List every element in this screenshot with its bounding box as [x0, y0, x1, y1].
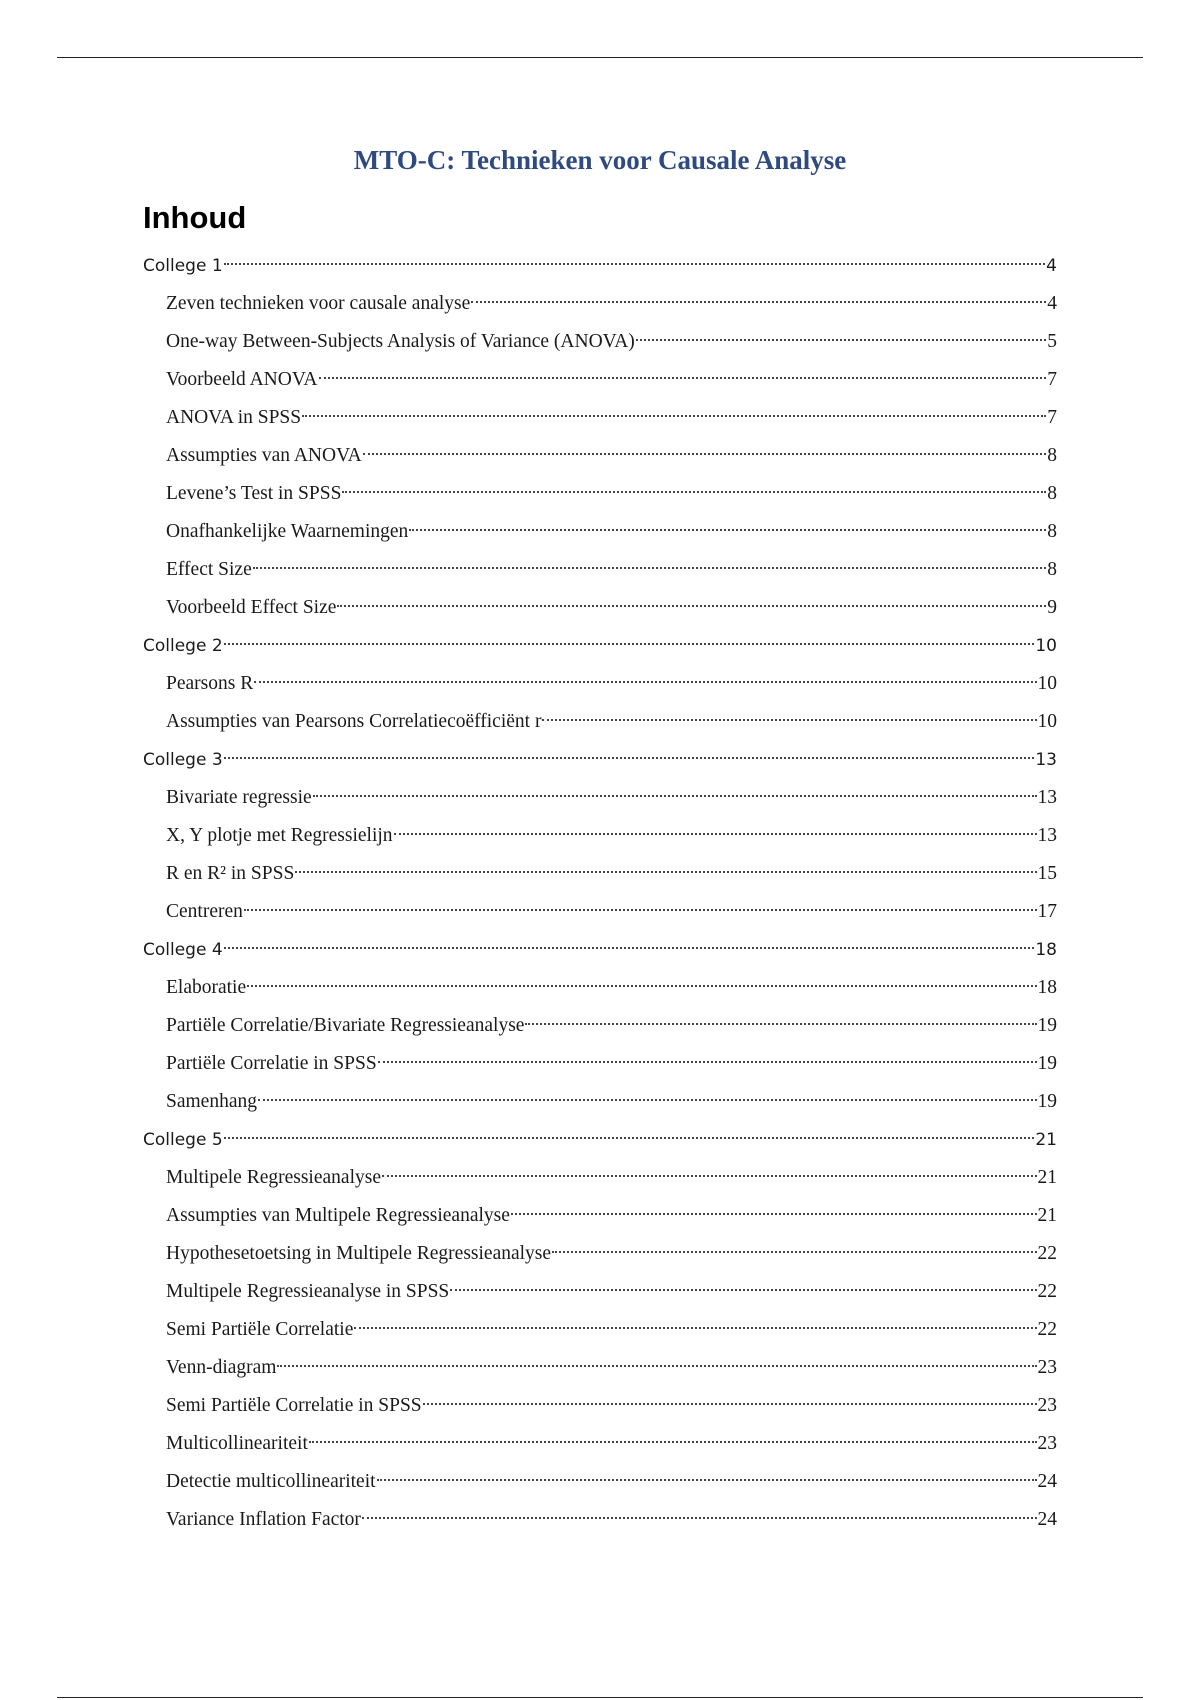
toc-entry-page-number: 21 — [1035, 1130, 1057, 1150]
toc-dot-leader — [636, 339, 1046, 341]
toc-dot-leader — [471, 301, 1046, 303]
toc-entry-label: Onafhankelijke Waarnemingen — [166, 521, 409, 542]
toc-entry-section[interactable] — [143, 1390, 1057, 1428]
toc-entry-section[interactable] — [143, 1276, 1057, 1314]
toc-entry-label: Multipele Regressieanalyse in SPSS — [166, 1281, 450, 1302]
toc-entry-section[interactable] — [143, 1428, 1057, 1466]
toc-dot-leader — [319, 377, 1047, 379]
toc-dot-leader — [362, 1517, 1037, 1519]
toc-dot-leader — [363, 453, 1047, 455]
toc-dot-leader — [302, 415, 1046, 417]
toc-entry-section[interactable] — [143, 1314, 1057, 1352]
toc-dot-leader — [309, 1441, 1037, 1443]
toc-entry-page-number: 10 — [1037, 673, 1057, 694]
toc-entry-section[interactable] — [143, 1200, 1057, 1238]
toc-entry-label: College 5 — [143, 1130, 223, 1150]
toc-dot-leader — [224, 757, 1035, 759]
toc-entry-page-number: 23 — [1037, 1395, 1057, 1416]
toc-entry-section[interactable] — [143, 1010, 1057, 1048]
table-of-contents — [143, 250, 1057, 1542]
toc-entry-label: Assumpties van ANOVA — [166, 445, 362, 466]
toc-entry-label: Zeven technieken voor causale analyse — [166, 293, 471, 314]
toc-dot-leader — [244, 909, 1037, 911]
document-title: MTO-C: Technieken voor Causale Analyse — [353, 145, 847, 175]
toc-entry-section[interactable] — [143, 972, 1057, 1010]
toc-dot-leader — [409, 529, 1046, 531]
toc-entry-page-number: 21 — [1037, 1205, 1057, 1226]
toc-dot-leader — [277, 1365, 1036, 1367]
toc-entry-chapter[interactable] — [143, 934, 1057, 972]
toc-entry-page-number: 5 — [1047, 331, 1057, 352]
toc-entry-label: One-way Between-Subjects Analysis of Variance (ANOVA) — [166, 331, 635, 352]
toc-entry-page-number: 23 — [1037, 1433, 1057, 1454]
toc-dot-leader — [378, 1061, 1037, 1063]
toc-entry-label: Variance Inflation Factor — [166, 1509, 361, 1530]
toc-entry-page-number: 18 — [1037, 977, 1057, 998]
toc-entry-page-number: 10 — [1035, 636, 1057, 656]
toc-entry-section[interactable] — [143, 1086, 1057, 1124]
toc-entry-label: Samenhang — [166, 1091, 257, 1112]
toc-entry-label: Multicollineariteit — [166, 1433, 308, 1454]
toc-entry-label: College 3 — [143, 750, 223, 770]
toc-entry-section[interactable] — [143, 364, 1057, 402]
toc-dot-leader — [254, 681, 1036, 683]
toc-entry-label: Elaboratie — [166, 977, 247, 998]
toc-entry-section[interactable] — [143, 1048, 1057, 1086]
toc-entry-label: Assumpties van Multipele Regressieanalyse — [166, 1205, 510, 1226]
toc-entry-page-number: 9 — [1047, 597, 1057, 618]
toc-entry-page-number: 19 — [1037, 1015, 1057, 1036]
toc-entry-label: Partiële Correlatie in SPSS — [166, 1053, 377, 1074]
toc-entry-page-number: 10 — [1037, 711, 1057, 732]
toc-dot-leader — [423, 1403, 1037, 1405]
toc-entry-page-number: 13 — [1037, 787, 1057, 808]
toc-entry-label: College 4 — [143, 940, 223, 960]
toc-entry-page-number: 8 — [1047, 445, 1057, 466]
toc-entry-page-number: 18 — [1035, 940, 1057, 960]
toc-dot-leader — [511, 1213, 1037, 1215]
toc-entry-page-number: 4 — [1047, 293, 1057, 314]
toc-entry-label: Effect Size — [166, 559, 252, 580]
toc-dot-leader — [253, 567, 1047, 569]
toc-entry-page-number: 8 — [1047, 483, 1057, 504]
toc-dot-leader — [354, 1327, 1036, 1329]
toc-entry-section[interactable] — [143, 554, 1057, 592]
toc-entry-section[interactable] — [143, 1504, 1057, 1542]
toc-entry-label: Detectie multicollineariteit — [166, 1471, 376, 1492]
toc-entry-section[interactable] — [143, 478, 1057, 516]
toc-entry-page-number: 4 — [1046, 256, 1057, 276]
toc-entry-label: Pearsons R — [166, 673, 254, 694]
toc-entry-chapter[interactable] — [143, 744, 1057, 782]
toc-entry-label: Centreren — [166, 901, 243, 922]
toc-entry-section[interactable] — [143, 782, 1057, 820]
toc-entry-label: ANOVA in SPSS — [166, 407, 302, 428]
toc-entry-section[interactable] — [143, 858, 1057, 896]
toc-entry-label: Levene’s Test in SPSS — [166, 483, 342, 504]
toc-dot-leader — [552, 1251, 1036, 1253]
toc-entry-chapter[interactable] — [143, 630, 1057, 668]
toc-entry-page-number: 24 — [1037, 1509, 1057, 1530]
toc-dot-leader — [337, 605, 1046, 607]
toc-entry-section[interactable] — [143, 326, 1057, 364]
toc-dot-leader — [224, 1137, 1035, 1139]
toc-entry-section[interactable] — [143, 668, 1057, 706]
toc-entry-label: X, Y plotje met Regressielijn — [166, 825, 393, 846]
toc-entry-section[interactable] — [143, 706, 1057, 744]
toc-entry-page-number: 13 — [1037, 825, 1057, 846]
toc-entry-page-number: 8 — [1047, 521, 1057, 542]
toc-entry-section[interactable] — [143, 516, 1057, 554]
toc-entry-chapter[interactable] — [143, 250, 1057, 288]
toc-entry-chapter[interactable] — [143, 1124, 1057, 1162]
toc-entry-label: Multipele Regressieanalyse — [166, 1167, 381, 1188]
toc-dot-leader — [382, 1175, 1037, 1177]
toc-entry-label: R en R² in SPSS — [166, 863, 295, 884]
toc-entry-page-number: 7 — [1047, 369, 1057, 390]
toc-entry-label: Partiële Correlatie/Bivariate Regressieanalyse — [166, 1015, 525, 1036]
toc-dot-leader — [258, 1099, 1037, 1101]
toc-entry-label: Venn-diagram — [166, 1357, 277, 1378]
header-rule — [57, 57, 1143, 58]
toc-entry-page-number: 19 — [1037, 1091, 1057, 1112]
toc-entry-page-number: 22 — [1037, 1243, 1057, 1264]
toc-entry-page-number: 7 — [1047, 407, 1057, 428]
toc-dot-leader — [224, 643, 1035, 645]
toc-entry-section[interactable] — [143, 896, 1057, 934]
toc-dot-leader — [342, 491, 1046, 493]
toc-entry-section[interactable] — [143, 402, 1057, 440]
toc-entry-section[interactable] — [143, 1238, 1057, 1276]
toc-dot-leader — [394, 833, 1037, 835]
toc-entry-label: Voorbeeld ANOVA — [166, 369, 318, 390]
toc-entry-label: College 1 — [143, 256, 223, 276]
toc-dot-leader — [224, 947, 1035, 949]
toc-entry-page-number: 23 — [1037, 1357, 1057, 1378]
toc-entry-section[interactable] — [143, 1162, 1057, 1200]
toc-dot-leader — [224, 263, 1046, 265]
toc-heading: Inhoud — [143, 200, 247, 235]
toc-entry-page-number: 15 — [1037, 863, 1057, 884]
toc-entry-page-number: 22 — [1037, 1281, 1057, 1302]
toc-entry-page-number: 19 — [1037, 1053, 1057, 1074]
toc-entry-section[interactable] — [143, 592, 1057, 630]
toc-entry-section[interactable] — [143, 1352, 1057, 1390]
toc-entry-label: Voorbeeld Effect Size — [166, 597, 337, 618]
toc-dot-leader — [450, 1289, 1036, 1291]
toc-dot-leader — [525, 1023, 1036, 1025]
toc-entry-page-number: 21 — [1037, 1167, 1057, 1188]
footer-rule — [57, 1697, 1143, 1698]
toc-entry-section[interactable] — [143, 440, 1057, 478]
toc-entry-section[interactable] — [143, 288, 1057, 326]
toc-entry-section[interactable] — [143, 820, 1057, 858]
toc-entry-label: Assumpties van Pearsons Correlatiecoëfficiënt r — [166, 711, 542, 732]
toc-entry-label: Semi Partiële Correlatie — [166, 1319, 354, 1340]
toc-dot-leader — [295, 871, 1036, 873]
toc-entry-label: Hypothesetoetsing in Multipele Regressieanalyse — [166, 1243, 552, 1264]
toc-entry-label: Bivariate regressie — [166, 787, 312, 808]
toc-entry-page-number: 22 — [1037, 1319, 1057, 1340]
toc-entry-page-number: 24 — [1037, 1471, 1057, 1492]
toc-dot-leader — [313, 795, 1037, 797]
toc-entry-page-number: 8 — [1047, 559, 1057, 580]
toc-dot-leader — [542, 719, 1036, 721]
toc-entry-page-number: 17 — [1037, 901, 1057, 922]
toc-entry-page-number: 13 — [1035, 750, 1057, 770]
toc-entry-section[interactable] — [143, 1466, 1057, 1504]
toc-dot-leader — [377, 1479, 1037, 1481]
toc-dot-leader — [247, 985, 1036, 987]
toc-entry-label: College 2 — [143, 636, 223, 656]
toc-entry-label: Semi Partiële Correlatie in SPSS — [166, 1395, 422, 1416]
